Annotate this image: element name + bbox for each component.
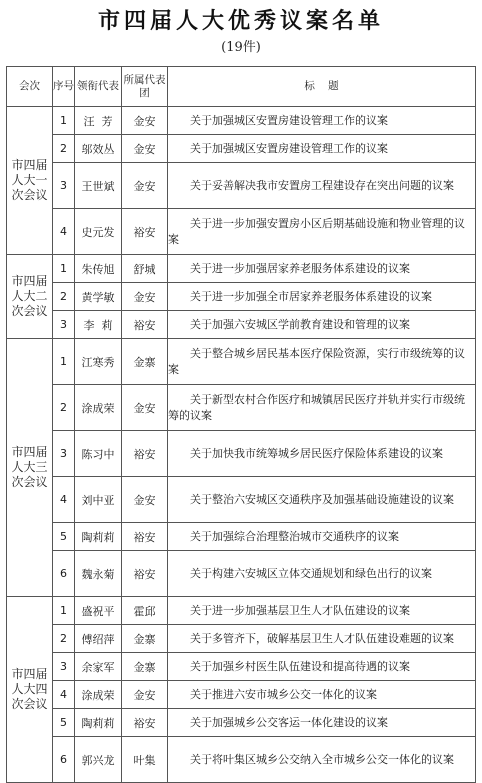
document-subtitle: (19件) [221, 40, 261, 55]
lead-delegate: 陈习中 [75, 431, 122, 477]
row-number: 4 [53, 681, 75, 709]
motions-table [6, 66, 476, 783]
motion-title: 关于加强乡村医生队伍建设和提高待遇的议案 [168, 653, 476, 681]
delegation: 裕安 [122, 209, 168, 255]
motion-title: 关于加强城乡公交客运一体化建设的议案 [168, 709, 476, 737]
motion-title: 关于新型农村合作医疗和城镇居民医疗并轨并实行市级统筹的议案 [168, 385, 476, 431]
table-row [7, 597, 476, 625]
motion-title: 关于整合城乡居民基本医疗保险资源，实行市级统筹的议案 [168, 339, 476, 385]
row-number: 1 [53, 255, 75, 283]
session-name: 市四届人大一次会议 [7, 107, 53, 255]
lead-delegate: 江寒秀 [75, 339, 122, 385]
lead-delegate: 陶莉莉 [75, 523, 122, 551]
lead-delegate: 傅绍萍 [75, 625, 122, 653]
delegation: 霍邱 [122, 597, 168, 625]
row-number: 2 [53, 135, 75, 163]
row-number: 2 [53, 625, 75, 653]
lead-delegate: 邬效丛 [75, 135, 122, 163]
session-name: 市四届人大三次会议 [7, 339, 53, 597]
motion-title: 关于推进六安市城乡公交一体化的议案 [168, 681, 476, 709]
delegation: 金安 [122, 135, 168, 163]
row-number: 2 [53, 385, 75, 431]
table-body [7, 107, 476, 783]
motion-title: 关于整治六安城区交通秩序及加强基础设施建设的议案 [168, 477, 476, 523]
delegation: 金寨 [122, 339, 168, 385]
delegation: 舒城 [122, 255, 168, 283]
header-session: 会次 [7, 67, 53, 107]
table-row [7, 311, 476, 339]
delegation: 叶集 [122, 737, 168, 783]
row-number: 2 [53, 283, 75, 311]
motion-title: 关于加强城区安置房建设管理工作的议案 [168, 107, 476, 135]
delegation: 裕安 [122, 551, 168, 597]
row-number: 3 [53, 431, 75, 477]
table-row [7, 385, 476, 431]
motion-title: 关于进一步加强居家养老服务体系建设的议案 [168, 255, 476, 283]
table-row [7, 737, 476, 783]
table-row [7, 681, 476, 709]
motion-title: 关于加强六安城区学前教育建设和管理的议案 [168, 311, 476, 339]
motion-title: 关于进一步加强基层卫生人才队伍建设的议案 [168, 597, 476, 625]
delegation: 金安 [122, 283, 168, 311]
row-number: 3 [53, 311, 75, 339]
row-number: 3 [53, 163, 75, 209]
lead-delegate: 汪 芳 [75, 107, 122, 135]
table-row [7, 135, 476, 163]
motion-title: 关于构建六安城区立体交通规划和绿色出行的议案 [168, 551, 476, 597]
row-number: 6 [53, 551, 75, 597]
document-title: 市四届人大优秀议案名单 [97, 8, 384, 34]
row-number: 1 [53, 597, 75, 625]
motion-title: 关于将叶集区城乡公交纳入全市城乡公交一体化的议案 [168, 737, 476, 783]
table-row [7, 431, 476, 477]
table-header [7, 67, 476, 107]
lead-delegate: 朱传旭 [75, 255, 122, 283]
table-row [7, 163, 476, 209]
session-name: 市四届人大二次会议 [7, 255, 53, 339]
lead-delegate: 王世斌 [75, 163, 122, 209]
lead-delegate: 郭兴龙 [75, 737, 122, 783]
lead-delegate: 余家军 [75, 653, 122, 681]
table-row [7, 625, 476, 653]
header-topic: 标 题 [168, 67, 476, 107]
delegation: 金寨 [122, 625, 168, 653]
motion-title: 关于加强综合治理整治城市交通秩序的议案 [168, 523, 476, 551]
row-number: 3 [53, 653, 75, 681]
delegation: 金安 [122, 681, 168, 709]
row-number: 6 [53, 737, 75, 783]
table-row [7, 255, 476, 283]
delegation: 裕安 [122, 709, 168, 737]
row-number: 1 [53, 107, 75, 135]
motion-title: 关于加快我市统筹城乡居民医疗保险体系建设的议案 [168, 431, 476, 477]
table-row [7, 477, 476, 523]
table-row [7, 523, 476, 551]
table-row [7, 551, 476, 597]
delegation: 金安 [122, 163, 168, 209]
delegation: 金安 [122, 107, 168, 135]
lead-delegate: 黄学敏 [75, 283, 122, 311]
delegation: 金安 [122, 477, 168, 523]
header-no: 序号 [53, 67, 75, 107]
row-number: 4 [53, 477, 75, 523]
row-number: 5 [53, 709, 75, 737]
table-row [7, 209, 476, 255]
header-group: 所属代表团 [122, 67, 168, 107]
table-row [7, 107, 476, 135]
lead-delegate: 魏永菊 [75, 551, 122, 597]
row-number: 5 [53, 523, 75, 551]
delegation: 金安 [122, 385, 168, 431]
row-number: 1 [53, 339, 75, 385]
motion-title: 关于加强城区安置房建设管理工作的议案 [168, 135, 476, 163]
motion-title: 关于进一步加强安置房小区后期基础设施和物业管理的议案 [168, 209, 476, 255]
row-number: 4 [53, 209, 75, 255]
lead-delegate: 刘中亚 [75, 477, 122, 523]
lead-delegate: 涂成荣 [75, 681, 122, 709]
delegation: 金寨 [122, 653, 168, 681]
motion-title: 关于进一步加强全市居家养老服务体系建设的议案 [168, 283, 476, 311]
lead-delegate: 史元发 [75, 209, 122, 255]
table-row [7, 709, 476, 737]
delegation: 裕安 [122, 431, 168, 477]
header-lead: 领衔代表 [75, 67, 122, 107]
motion-title: 关于妥善解决我市安置房工程建设存在突出问题的议案 [168, 163, 476, 209]
lead-delegate: 盛祝平 [75, 597, 122, 625]
delegation: 裕安 [122, 523, 168, 551]
lead-delegate: 李 莉 [75, 311, 122, 339]
session-name: 市四届人大四次会议 [7, 597, 53, 783]
lead-delegate: 陶莉莉 [75, 709, 122, 737]
delegation: 裕安 [122, 311, 168, 339]
table-row [7, 339, 476, 385]
table-row [7, 283, 476, 311]
table-row [7, 653, 476, 681]
lead-delegate: 涂成荣 [75, 385, 122, 431]
motion-title: 关于多管齐下，破解基层卫生人才队伍建设难题的议案 [168, 625, 476, 653]
